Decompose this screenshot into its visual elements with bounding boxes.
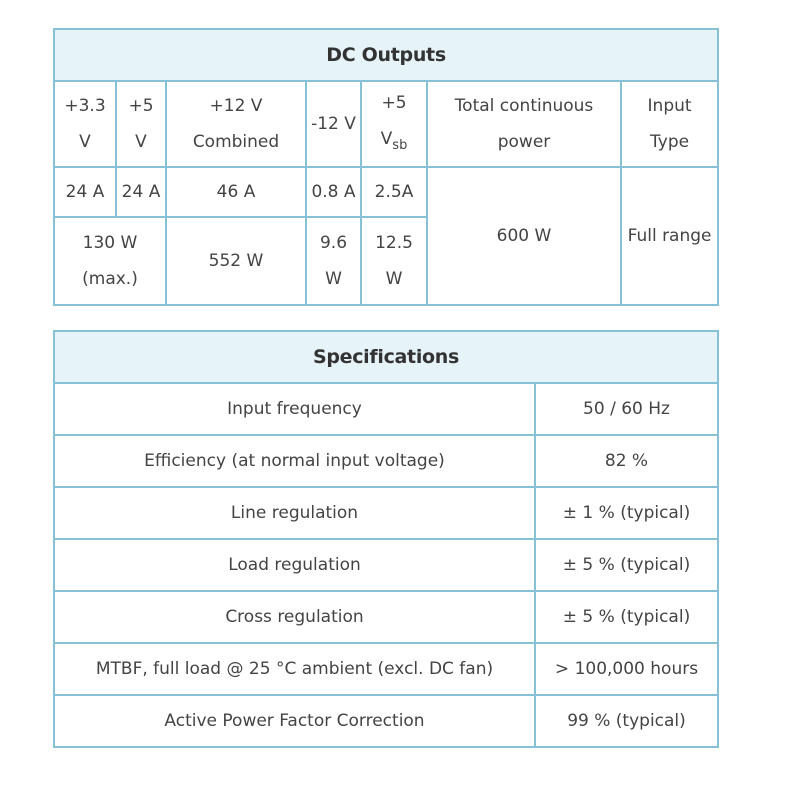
spec-row — [54, 383, 718, 435]
header-3v3-line1: +3.3 — [64, 96, 106, 116]
spec-row — [54, 591, 718, 643]
current-neg12v: 0.8 A — [306, 167, 361, 217]
spec-label: Efficiency (at normal input voltage) — [54, 435, 535, 487]
spec-value: 82 % — [535, 435, 718, 487]
header-5v: +5 V — [116, 81, 166, 167]
power-5vsb-line1: 12.5 — [375, 233, 413, 253]
spec-label: MTBF, full load @ 25 °C ambient (excl. DC fan) — [54, 643, 535, 695]
spec-label: Input frequency — [54, 383, 535, 435]
header-5vsb-line2 — [365, 121, 423, 164]
header-5vsb — [361, 81, 427, 167]
current-5vsb: 2.5A — [361, 167, 427, 217]
spec-value: 99 % (typical) — [535, 695, 718, 747]
spec-label: Line regulation — [54, 487, 535, 539]
specifications-title: Specifications — [54, 331, 718, 383]
header-neg12v: -12 V — [306, 81, 361, 167]
spec-value: 50 / 60 Hz — [535, 383, 718, 435]
current-5v: 24 A — [116, 167, 166, 217]
dc-outputs-table — [53, 28, 719, 306]
header-5vsb-subscript: sb — [392, 137, 408, 153]
spec-row — [54, 643, 718, 695]
header-total-power — [427, 81, 621, 167]
header-input-type — [621, 81, 718, 167]
header-total-line2: power — [497, 132, 551, 152]
power-neg12v — [306, 217, 361, 305]
spec-label: Load regulation — [54, 539, 535, 591]
spec-value: ± 1 % (typical) — [535, 487, 718, 539]
spec-value: ± 5 % (typical) — [535, 591, 718, 643]
spec-row — [54, 487, 718, 539]
header-5vsb-v: V — [380, 128, 393, 149]
power-5vsb — [361, 217, 427, 305]
spec-label: Active Power Factor Correction — [54, 695, 535, 747]
spec-value: ± 5 % (typical) — [535, 539, 718, 591]
dc-outputs-title: DC Outputs — [54, 29, 718, 81]
power-neg12v-line1: 9.6 — [319, 233, 348, 253]
specifications-table — [53, 330, 719, 748]
header-input-line1: Input — [647, 96, 692, 116]
header-3v3-line2: V — [79, 132, 91, 152]
header-12v-line1: +12 V — [209, 96, 263, 116]
current-3v3: 24 A — [54, 167, 116, 217]
current-12v: 46 A — [166, 167, 306, 217]
power-3v3-5v-line2: (max.) — [82, 269, 138, 289]
spec-label: Cross regulation — [54, 591, 535, 643]
power-5vsb-line2: W — [385, 269, 403, 289]
power-3v3-5v — [54, 217, 166, 305]
spec-value: > 100,000 hours — [535, 643, 718, 695]
total-power-value: 600 W — [427, 167, 621, 305]
spec-row — [54, 695, 718, 747]
input-type-value: Full range — [621, 167, 718, 305]
header-12v — [166, 81, 306, 167]
power-3v3-5v-line1: 130 W — [82, 233, 138, 253]
spec-row — [54, 435, 718, 487]
header-12v-line2: Combined — [192, 132, 280, 152]
power-neg12v-line2: W — [325, 269, 342, 289]
header-input-line2: Type — [650, 132, 690, 152]
spec-row — [54, 539, 718, 591]
header-3v3 — [54, 81, 116, 167]
header-total-line1: Total continuous — [454, 96, 594, 116]
power-12v: 552 W — [166, 217, 306, 305]
header-5vsb-line1: +5 — [381, 92, 407, 113]
